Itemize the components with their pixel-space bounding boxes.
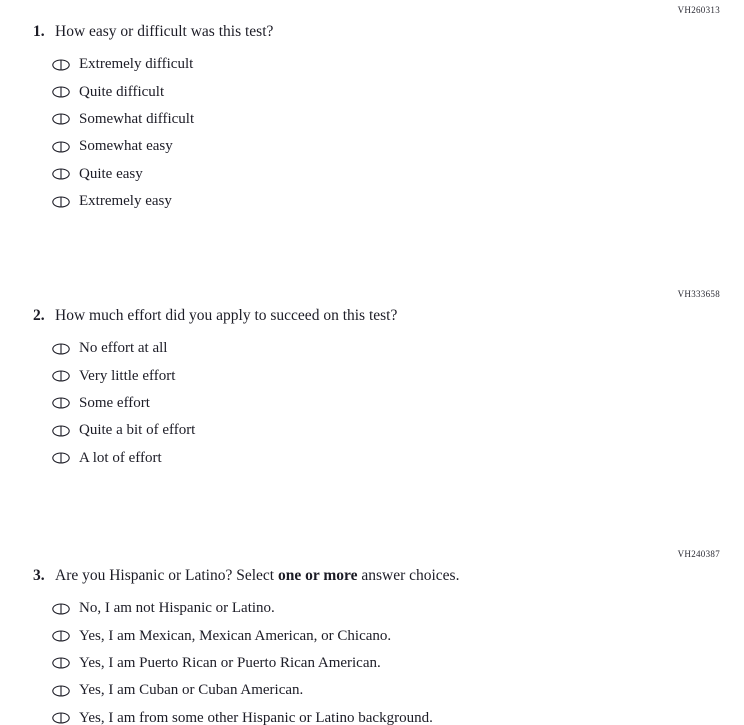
question-text <box>55 565 459 586</box>
answer-option[interactable] <box>52 677 744 704</box>
answer-bubble-icon[interactable] <box>52 657 70 669</box>
answer-option[interactable] <box>52 650 744 677</box>
question-3 <box>0 548 744 725</box>
answer-option[interactable] <box>52 188 744 215</box>
question-number: 3. <box>33 567 45 584</box>
answer-option[interactable] <box>52 78 744 105</box>
answer-bubble-icon[interactable] <box>52 685 70 697</box>
question-3-options <box>0 595 744 725</box>
answer-bubble-icon[interactable] <box>52 59 70 71</box>
answer-option-label: Yes, I am Mexican, Mexican American, or Chicano. <box>79 627 392 644</box>
question-3-accession-code: VH240387 <box>677 549 720 559</box>
answer-option[interactable] <box>52 51 744 78</box>
answer-bubble-icon[interactable] <box>52 603 70 615</box>
answer-option-label: Extremely easy <box>79 193 172 210</box>
answer-option-label: Extremely difficult <box>79 56 194 73</box>
answer-option-label: Some effort <box>79 394 150 411</box>
answer-option-label: Quite easy <box>79 165 143 182</box>
answer-option-label: Somewhat easy <box>79 138 173 155</box>
answer-option[interactable] <box>52 335 744 362</box>
question-2-accession-code: VH333658 <box>677 289 720 299</box>
question-number: 1. <box>33 23 45 40</box>
question-text-suffix: answer choices. <box>357 567 460 584</box>
question-2-options <box>0 335 744 472</box>
question-1-stem <box>0 21 744 42</box>
answer-bubble-icon[interactable] <box>52 397 70 409</box>
answer-bubble-icon[interactable] <box>52 113 70 125</box>
question-2 <box>0 288 744 472</box>
answer-bubble-icon[interactable] <box>52 425 70 437</box>
answer-option[interactable] <box>52 161 744 188</box>
answer-option-label: Yes, I am from some other Hispanic or Latino background. <box>79 709 433 725</box>
question-2-stem <box>0 305 744 326</box>
question-1-options <box>0 51 744 215</box>
answer-option-label: No effort at all <box>79 340 168 357</box>
answer-option-label: A lot of effort <box>79 449 162 466</box>
answer-option[interactable] <box>52 106 744 133</box>
answer-option[interactable] <box>52 390 744 417</box>
question-text: How much effort did you apply to succeed on this test? <box>55 307 398 324</box>
question-text: How easy or difficult was this test? <box>55 23 274 40</box>
answer-option-label: Yes, I am Cuban or Cuban American. <box>79 682 304 699</box>
answer-bubble-icon[interactable] <box>52 196 70 208</box>
answer-option-label: Quite a bit of effort <box>79 422 196 439</box>
question-1-accession-code: VH260313 <box>677 5 720 15</box>
answer-option[interactable] <box>52 445 744 472</box>
answer-option-label: Yes, I am Puerto Rican or Puerto Rican American. <box>79 654 381 671</box>
answer-option-label: Very little effort <box>79 367 176 384</box>
question-3-stem <box>0 565 744 586</box>
question-number: 2. <box>33 307 45 324</box>
answer-bubble-icon[interactable] <box>52 712 70 724</box>
answer-option-label: Quite difficult <box>79 83 165 100</box>
answer-bubble-icon[interactable] <box>52 86 70 98</box>
answer-option[interactable] <box>52 417 744 444</box>
answer-bubble-icon[interactable] <box>52 168 70 180</box>
answer-bubble-icon[interactable] <box>52 630 70 642</box>
question-text-bold: one or more <box>277 567 358 584</box>
answer-bubble-icon[interactable] <box>52 370 70 382</box>
answer-bubble-icon[interactable] <box>52 343 70 355</box>
question-1 <box>0 4 744 215</box>
answer-option-label: Somewhat difficult <box>79 110 195 127</box>
answer-bubble-icon[interactable] <box>52 141 70 153</box>
answer-option[interactable] <box>52 133 744 160</box>
answer-bubble-icon[interactable] <box>52 452 70 464</box>
answer-option[interactable] <box>52 622 744 649</box>
answer-option[interactable] <box>52 595 744 622</box>
answer-option[interactable] <box>52 705 744 725</box>
answer-option-label: No, I am not Hispanic or Latino. <box>79 600 275 617</box>
answer-option[interactable] <box>52 362 744 389</box>
question-text-prefix: Are you Hispanic or Latino? Select <box>55 567 278 584</box>
